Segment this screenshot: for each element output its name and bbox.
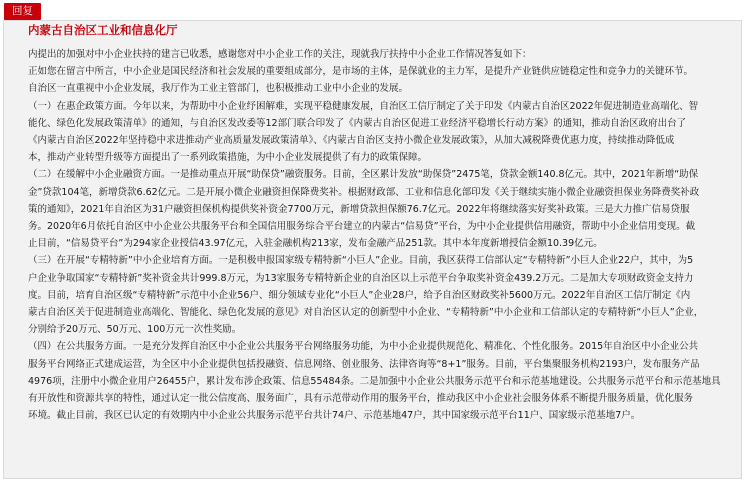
content-line: 止目前，“信易贷平台”为294家企业授信43.97亿元，入驻金融机构213家，发布金融产品251款。其中本年度新增授信金额10.39亿元。 (28, 238, 603, 250)
content-line: 户企业争取国家“专精特新”奖补资金共计999.8万元，为13家服务专精特新企业的自治区以上示范平台争取奖补资金439.2万元。二是加大专项财政资金支持力 (28, 272, 694, 284)
content-line: 本，推动产业转型升级等方面提出了一系列政策措施，为中小企业发展提供了有力的政策保障。 (28, 152, 428, 164)
content-line: 环境。截止目前，我区已认定的有效期内中小企业公共服务示范平台共计74户、示范基地47户，其中国家级示范平台11户、国家级示范基地7户。 (28, 410, 641, 422)
content-line: 度。目前，培育自治区级“专精特新”示范中小企业56户、细分领域专业化“小巨人”企业28户，给予自治区财政奖补5600万元。2022年自治区工信厅制定《内 (28, 289, 691, 301)
content-line: 《内蒙古自治区2022年坚持稳中求进推动产业高质量发展政策清单》、《内蒙古自治区支持小微企业发展政策》，从加大减税降费优惠力度，持续推动降低成 (28, 135, 675, 147)
content-line: （二）在缓解中小企业融资方面。一是推动重点开展“助保贷”融资服务。目前，全区累计发放“助保贷”2475笔，贷款金额140.8亿元。其中，2021年新增“助保 (28, 169, 699, 181)
content-line: 策的通知》，2021年自治区为31户融资担保机构提供奖补资金7700万元，新增贷款担保额76.7亿元。2022年将继续落实好奖补政策。三是大力推广信易贷服 (28, 203, 690, 215)
content-line: 自治区一直重视中小企业发展，我厅作为工业主管部门，也积极推动工业中小企业的发展。 (28, 83, 409, 95)
content-line: （四）在公共服务方面。一是充分发挥自治区中小企业公共服务平台网络服务功能，为中小企业提供规范化、精准化、个性化服务。2015年自治区中小企业公共 (28, 341, 699, 353)
reply-title: 内蒙古自治区工业和信息化厅 (28, 23, 178, 37)
content-line: 务。2020年6月依托自治区中小企业公共服务平台和全国信用服务综合平台建立的内蒙古“信易贷”平台，为中小企业提供信用融资，帮助中小企业信用变现。截 (28, 221, 696, 233)
content-line: （三）在开展“专精特新”中小企业培育方面。一是积极申报国家级专精特新“小巨人”企业。目前，我区获得工信部认定“专精特新”小巨人企业22户，其中，为5 (28, 255, 694, 267)
content-line: 金”贷款104笔，新增贷款6.62亿元。二是开展小微企业融资担保降费奖补。根据财政部、工业和信息化部印发《关于继续实施小微企业融资担保业务降费奖补政 (28, 186, 700, 198)
content-line: 服务平台网络正式建成运营，为全区中小企业提供包括投融资、信息网络、创业服务、法律咨询等“8+1”服务。目前，平台集聚服务机构2193户，发布服务产品 (28, 358, 700, 370)
reply-tab[interactable]: 回复 (4, 3, 41, 20)
content-line: 蒙古自治区关于促进制造业高端化、智能化、绿色化发展的意见》对自治区认定的创新型中小企业、“专精特新”中小企业和工信部认定的专精特新“小巨人”企业， (28, 307, 704, 319)
content-line: 能化、绿色化发展政策清单》的通知，与自治区发改委等12部门联合印发了《内蒙古自治区促进工业经济平稳增长行动方案》的通知，推动自治区政府出台了 (28, 117, 687, 129)
content-line: 4976项，注册中小微企业用户26455户，累计发布涉企政策、信息55484条。二是加强中小企业公共服务示范平台和示范基地建设。公共服务示范平台和示范基地具 (28, 375, 721, 387)
content-line: 有开放性和资源共享的特性，通过认定一批公信度高、服务面广，具有示范带动作用的服务平台，推动我区中小企业社会服务体系不断提升服务质量，优化服务 (28, 393, 694, 405)
content-line: 正如您在留言中所言，中小企业是国民经济和社会发展的重要组成部分，是市场的主体，是保就业的主力军，是提升产业链供应链稳定性和竞争力的关键环节。 (28, 66, 694, 78)
content-line: 分别给予20万元、50万元、100万元一次性奖励。 (28, 324, 242, 336)
reply-content (28, 46, 740, 424)
content-line: （一）在惠企政策方面。今年以来，为帮助中小企业纾困解难，实现平稳健康发展，自治区工信厅制定了关于印发《内蒙古自治区2022年促进制造业高端化、智 (28, 100, 699, 112)
content-line: 内提出的加强对中小企业扶持的建言已收悉，感谢您对中小企业工作的关注，现就我厅扶持中小企业工作情况答复如下： (28, 49, 532, 60)
